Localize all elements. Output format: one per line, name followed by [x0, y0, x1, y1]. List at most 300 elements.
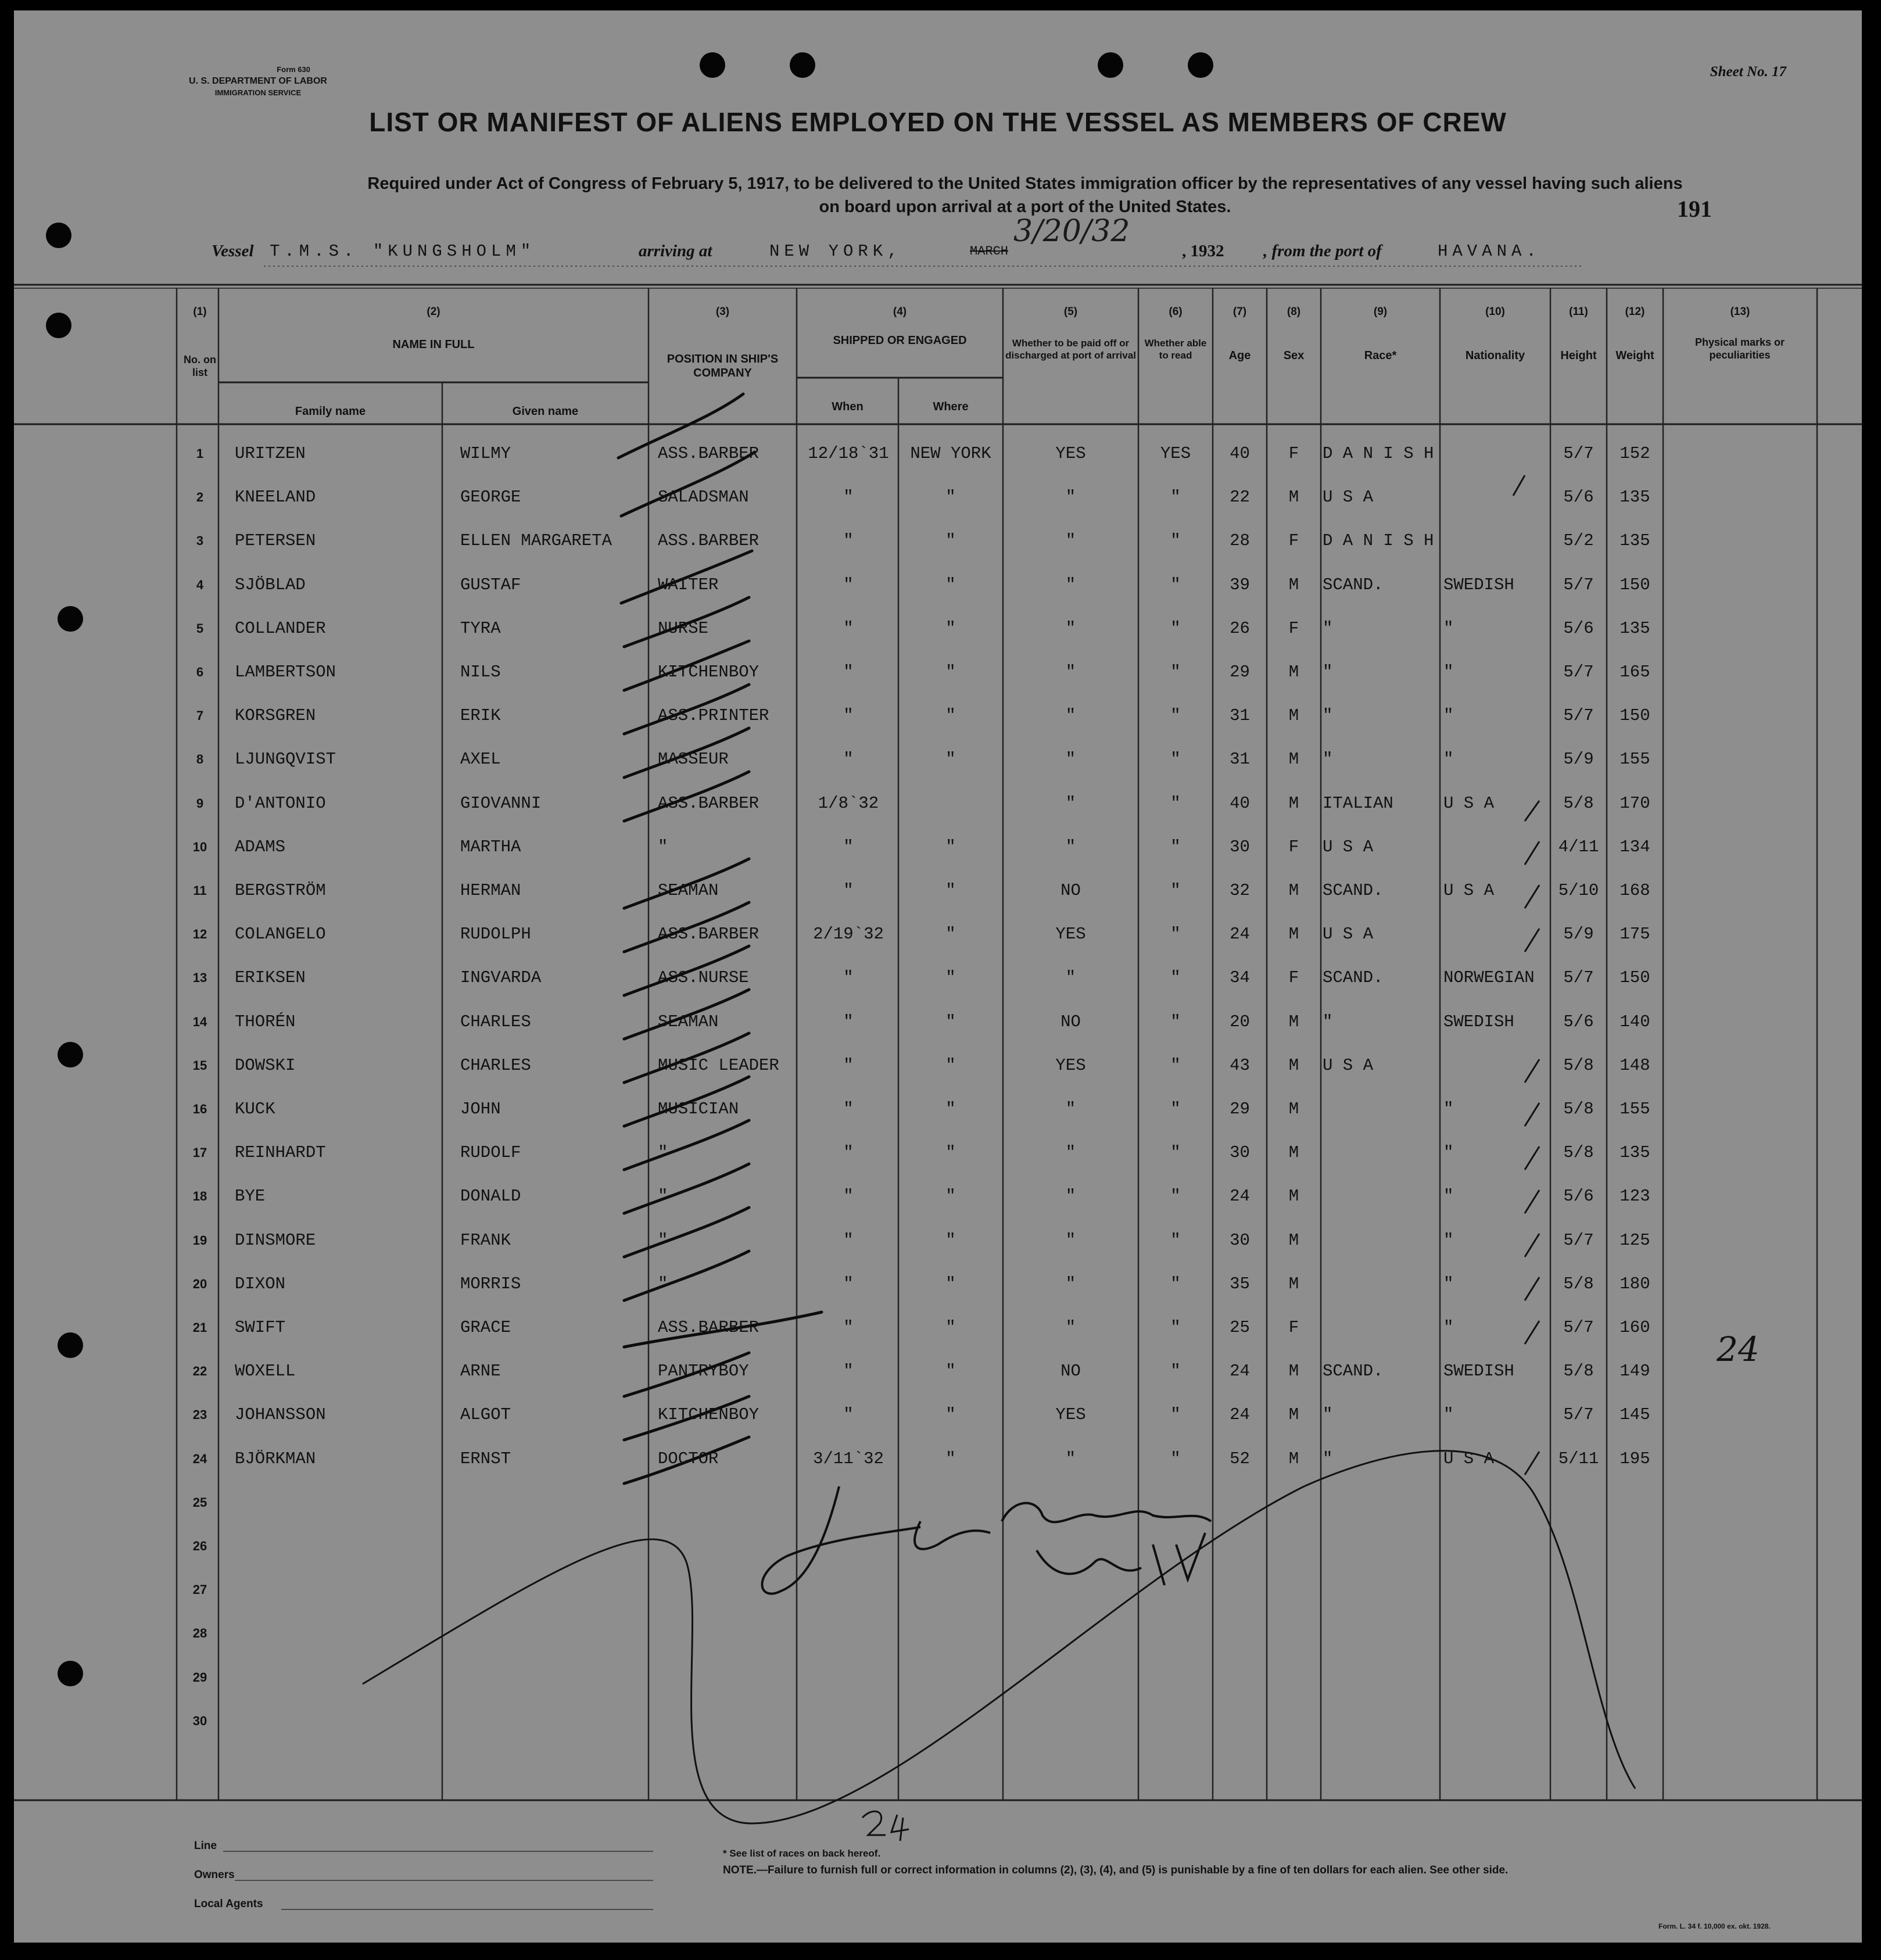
weight-cell: 123: [1620, 1187, 1650, 1206]
where-engaged-cell: NEW YORK: [910, 444, 991, 463]
position-cell: ": [658, 1274, 668, 1293]
nationality-cell: U S A: [1443, 1449, 1495, 1468]
nationality-cell: SWEDISH: [1443, 1361, 1514, 1381]
family-name-cell: ADAMS: [235, 837, 286, 857]
paid-off-cell: ": [1065, 1099, 1076, 1119]
paid-off-cell: YES: [1055, 925, 1086, 944]
sex-cell: M: [1288, 881, 1299, 900]
col2-family-label: Family name: [295, 405, 366, 418]
position-cell: ": [658, 1230, 668, 1250]
given-name-cell: ERIK: [460, 706, 501, 726]
family-name-cell: WOXELL: [235, 1361, 296, 1381]
row-number: 23: [192, 1407, 207, 1422]
position-cell: ": [658, 1143, 668, 1163]
height-cell: 5/7: [1563, 1230, 1594, 1250]
row-number: 3: [196, 533, 204, 549]
race-cell: ": [1323, 1012, 1333, 1031]
row-number: 16: [192, 1102, 207, 1116]
position-cell: WAITER: [658, 575, 719, 594]
given-name-cell: GIOVANNI: [460, 793, 542, 813]
race-cell: U S A: [1323, 925, 1374, 944]
handwritten-total: 24: [1717, 1330, 1760, 1369]
given-name-cell: INGVARDA: [460, 968, 542, 988]
paid-off-cell: NO: [1060, 881, 1081, 900]
where-engaged-cell: ": [945, 1361, 956, 1381]
race-cell: ": [1323, 1405, 1333, 1425]
weight-cell: 160: [1620, 1318, 1650, 1337]
weight-cell: 135: [1620, 531, 1650, 551]
weight-cell: 150: [1620, 575, 1650, 594]
position-cell: DOCTOR: [658, 1449, 719, 1468]
height-cell: 5/2: [1563, 531, 1594, 551]
where-engaged-cell: ": [945, 1405, 956, 1425]
when-engaged-cell: ": [843, 1230, 854, 1250]
age-cell: 26: [1230, 618, 1250, 638]
sex-cell: M: [1288, 1405, 1299, 1425]
nationality-cell: ": [1443, 618, 1454, 638]
nationality-cell: ": [1443, 1274, 1454, 1293]
sex-cell: M: [1288, 662, 1299, 682]
col1-label: No. on list: [184, 354, 216, 378]
when-engaged-cell: ": [843, 1405, 854, 1425]
col2-given-label: Given name: [512, 405, 579, 418]
able-to-read-cell: ": [1170, 1405, 1181, 1425]
when-engaged-cell: 3/11`32: [813, 1449, 884, 1468]
when-engaged-cell: ": [843, 662, 854, 682]
age-cell: 40: [1230, 793, 1250, 813]
paid-off-cell: ": [1065, 488, 1076, 507]
family-name-cell: KUCK: [235, 1099, 275, 1119]
able-to-read-cell: ": [1170, 1055, 1181, 1075]
row-number: 6: [196, 665, 204, 679]
given-name-cell: ERNST: [460, 1449, 511, 1468]
family-name-cell: COLLANDER: [235, 618, 326, 638]
height-cell: 5/8: [1563, 1055, 1594, 1075]
paid-off-cell: ": [1065, 1143, 1076, 1163]
height-cell: 5/7: [1563, 706, 1594, 726]
age-cell: 34: [1230, 968, 1250, 988]
able-to-read-cell: ": [1170, 575, 1181, 594]
paid-off-cell: YES: [1055, 1055, 1086, 1075]
col13-number: (13): [1730, 306, 1750, 318]
family-name-cell: COLANGELO: [235, 925, 326, 944]
col3-label: POSITION IN SHIP'S COMPANY: [667, 353, 779, 379]
age-cell: 24: [1230, 925, 1250, 944]
col2-number: (2): [427, 306, 440, 318]
nationality-cell: ": [1443, 1405, 1454, 1425]
position-cell: SALADSMAN: [658, 488, 749, 507]
given-name-cell: ARNE: [460, 1361, 501, 1381]
nationality-cell: ": [1443, 1187, 1454, 1206]
family-name-cell: DINSMORE: [235, 1230, 316, 1250]
family-name-cell: BJÖRKMAN: [235, 1449, 316, 1468]
height-cell: 5/7: [1563, 575, 1594, 594]
given-name-cell: WILMY: [460, 444, 511, 463]
race-cell: U S A: [1323, 1055, 1374, 1075]
able-to-read-cell: ": [1170, 750, 1181, 769]
sex-cell: M: [1288, 1274, 1299, 1293]
when-engaged-cell: ": [843, 488, 854, 507]
position-cell: MUSIC LEADER: [658, 1055, 779, 1075]
able-to-read-cell: ": [1170, 488, 1181, 507]
where-engaged-cell: ": [945, 1274, 956, 1293]
col13-label: Physical marks or peculiarities: [1694, 336, 1785, 361]
where-engaged-cell: ": [945, 706, 956, 726]
given-name-cell: RUDOLPH: [460, 925, 531, 944]
when-engaged-cell: ": [843, 575, 854, 594]
race-cell: U S A: [1323, 488, 1374, 507]
age-cell: 39: [1230, 575, 1250, 594]
nationality-cell: U S A: [1443, 881, 1495, 900]
sex-cell: M: [1288, 1099, 1299, 1119]
empty-row-number: 27: [192, 1582, 207, 1597]
able-to-read-cell: ": [1170, 1143, 1181, 1163]
given-name-cell: CHARLES: [460, 1055, 531, 1075]
where-engaged-cell: ": [945, 1230, 956, 1250]
race-cell: D A N I S H: [1323, 531, 1434, 551]
position-cell: ASS.BARBER: [658, 444, 759, 463]
able-to-read-cell: ": [1170, 837, 1181, 857]
family-name-cell: URITZEN: [235, 444, 306, 463]
given-name-cell: HERMAN: [460, 881, 521, 900]
family-name-cell: REINHARDT: [235, 1143, 326, 1163]
given-name-cell: DONALD: [460, 1187, 521, 1206]
col10-label: Nationality: [1465, 349, 1525, 362]
nationality-cell: U S A: [1443, 793, 1495, 813]
where-engaged-cell: ": [945, 531, 956, 551]
race-cell: SCAND.: [1323, 1361, 1384, 1381]
where-engaged-cell: ": [945, 1099, 956, 1119]
where-engaged-cell: ": [945, 750, 956, 769]
col4-when-label: When: [832, 400, 864, 413]
paid-off-cell: YES: [1055, 1405, 1086, 1425]
when-engaged-cell: ": [843, 531, 854, 551]
col1-number: (1): [193, 306, 207, 318]
given-name-cell: NILS: [460, 662, 501, 682]
given-name-cell: FRANK: [460, 1230, 511, 1250]
height-cell: 5/6: [1563, 1187, 1594, 1206]
height-cell: 5/8: [1563, 1361, 1594, 1381]
able-to-read-cell: ": [1170, 1318, 1181, 1337]
sex-cell: M: [1288, 925, 1299, 944]
age-cell: 40: [1230, 444, 1250, 463]
row-number: 14: [192, 1014, 207, 1029]
footer-owners-label: Owners: [194, 1869, 235, 1881]
position-cell: SEAMAN: [658, 1012, 719, 1031]
row-number: 10: [192, 839, 207, 854]
empty-row-number: 26: [192, 1539, 207, 1553]
footer-races-note: * See list of races on back hereof.: [723, 1848, 881, 1859]
given-name-cell: CHARLES: [460, 1012, 531, 1031]
col2-label: NAME IN FULL: [392, 338, 475, 351]
position-cell: MASSEUR: [658, 750, 729, 769]
age-cell: 31: [1230, 706, 1250, 726]
given-name-cell: TYRA: [460, 618, 501, 638]
sex-cell: M: [1288, 706, 1299, 726]
race-cell: SCAND.: [1323, 968, 1384, 988]
family-name-cell: DOWSKI: [235, 1055, 296, 1075]
family-name-cell: JOHANSSON: [235, 1405, 326, 1425]
year: , 1932: [1182, 242, 1224, 260]
row-number: 9: [196, 796, 204, 811]
given-name-cell: MARTHA: [460, 837, 521, 857]
sex-cell: F: [1288, 968, 1299, 988]
where-engaged-cell: ": [945, 618, 956, 638]
weight-cell: 150: [1620, 706, 1650, 726]
able-to-read-cell: YES: [1160, 444, 1191, 463]
height-cell: 5/7: [1563, 1318, 1594, 1337]
weight-cell: 155: [1620, 750, 1650, 769]
paid-off-cell: ": [1065, 837, 1076, 857]
col10-number: (10): [1485, 306, 1505, 318]
empty-row-number: 25: [192, 1495, 207, 1510]
position-cell: ASS.NURSE: [658, 968, 749, 988]
page-number: 191: [1677, 196, 1712, 222]
sheet-number: Sheet No. 17: [1710, 64, 1786, 80]
height-cell: 5/10: [1558, 881, 1599, 900]
age-cell: 43: [1230, 1055, 1250, 1075]
form-number: Form 630: [277, 65, 310, 74]
department-name: U. S. DEPARTMENT OF LABOR: [189, 76, 327, 86]
age-cell: 30: [1230, 837, 1250, 857]
family-name-cell: BYE: [235, 1187, 266, 1206]
where-engaged-cell: ": [945, 1318, 956, 1337]
paid-off-cell: ": [1065, 1318, 1076, 1337]
sex-cell: M: [1288, 1449, 1299, 1468]
sex-cell: M: [1288, 1143, 1299, 1163]
nationality-cell: SWEDISH: [1443, 575, 1514, 594]
when-engaged-cell: ": [843, 881, 854, 900]
able-to-read-cell: ": [1170, 1361, 1181, 1381]
row-number: 11: [193, 883, 207, 898]
sex-cell: F: [1288, 837, 1299, 857]
sex-cell: M: [1288, 1230, 1299, 1250]
struck-date: MARCH: [970, 244, 1009, 259]
position-cell: MUSICIAN: [658, 1099, 739, 1119]
sex-cell: M: [1288, 793, 1299, 813]
paid-off-cell: ": [1065, 968, 1076, 988]
position-cell: PANTRYBOY: [658, 1361, 749, 1381]
age-cell: 31: [1230, 750, 1250, 769]
given-name-cell: ELLEN MARGARETA: [460, 531, 612, 551]
col5-number: (5): [1063, 306, 1078, 318]
weight-cell: 155: [1620, 1099, 1650, 1119]
service-name: IMMIGRATION SERVICE: [214, 88, 302, 97]
height-cell: 5/8: [1563, 1274, 1594, 1293]
family-name-cell: LJUNGQVIST: [235, 750, 336, 769]
when-engaged-cell: ": [843, 837, 854, 857]
col11-label: Height: [1560, 349, 1597, 362]
footer-print-line: Form. L. 34 f. 10,000 ex. okt. 1928.: [1658, 1922, 1771, 1930]
weight-cell: 175: [1620, 925, 1650, 944]
age-cell: 35: [1230, 1274, 1250, 1293]
arriving-label: arriving at: [639, 242, 712, 260]
vessel-name: T.M.S. "KUNGSHOLM": [270, 242, 536, 261]
height-cell: 5/6: [1563, 488, 1594, 507]
sex-cell: M: [1288, 750, 1299, 769]
col6-number: (6): [1169, 306, 1183, 318]
paid-off-cell: NO: [1060, 1361, 1081, 1381]
race-cell: ITALIAN: [1323, 793, 1393, 813]
row-number: 18: [192, 1189, 207, 1204]
age-cell: 24: [1230, 1405, 1250, 1425]
col3-number: (3): [715, 306, 730, 318]
where-engaged-cell: ": [945, 1187, 956, 1206]
able-to-read-cell: ": [1170, 1274, 1181, 1293]
able-to-read-cell: ": [1170, 1099, 1181, 1119]
given-name-cell: RUDOLF: [460, 1143, 521, 1163]
row-number: 12: [192, 927, 207, 942]
when-engaged-cell: 12/18`31: [808, 444, 889, 463]
paid-off-cell: ": [1065, 531, 1076, 551]
when-engaged-cell: ": [843, 1012, 854, 1031]
weight-cell: 125: [1620, 1230, 1650, 1250]
where-engaged-cell: ": [945, 1055, 956, 1075]
nationality-cell: ": [1443, 1230, 1454, 1250]
row-number: 4: [196, 577, 204, 592]
col9-label: Race*: [1364, 349, 1397, 362]
col9-number: (9): [1373, 306, 1388, 318]
given-name-cell: ALGOT: [460, 1405, 511, 1425]
race-cell: U S A: [1323, 837, 1374, 857]
row-number: 7: [196, 708, 204, 723]
family-name-cell: KNEELAND: [235, 488, 316, 507]
weight-cell: 135: [1620, 618, 1650, 638]
arriving-port: NEW YORK,: [769, 242, 902, 261]
age-cell: 30: [1230, 1143, 1250, 1163]
weight-cell: 195: [1620, 1449, 1650, 1468]
col4-where-label: Where: [933, 400, 969, 413]
height-cell: 4/11: [1558, 837, 1599, 857]
height-cell: 5/8: [1563, 1143, 1594, 1163]
where-engaged-cell: ": [945, 488, 956, 507]
paid-off-cell: ": [1065, 662, 1076, 682]
given-name-cell: MORRIS: [460, 1274, 521, 1293]
able-to-read-cell: ": [1170, 968, 1181, 988]
sex-cell: M: [1288, 1055, 1299, 1075]
able-to-read-cell: ": [1170, 1230, 1181, 1250]
footer-penalty-note: NOTE.—Failure to furnish full or correct information in columns (2), (3), (4), and (5) is punishable by a fine of ten dollars for each alien. See other side.: [723, 1864, 1509, 1876]
paid-off-cell: ": [1065, 706, 1076, 726]
given-name-cell: AXEL: [460, 750, 501, 769]
family-name-cell: DIXON: [235, 1274, 286, 1293]
family-name-cell: BERGSTRÖM: [235, 881, 326, 900]
weight-cell: 180: [1620, 1274, 1650, 1293]
when-engaged-cell: 1/8`32: [818, 793, 879, 813]
family-name-cell: D'ANTONIO: [235, 793, 326, 813]
position-cell: KITCHENBOY: [658, 662, 759, 682]
paid-off-cell: ": [1065, 1230, 1076, 1250]
given-name-cell: GRACE: [460, 1318, 511, 1337]
race-cell: ": [1323, 706, 1333, 726]
age-cell: 25: [1230, 1318, 1250, 1337]
family-name-cell: LAMBERTSON: [235, 662, 336, 682]
where-engaged-cell: ": [945, 837, 956, 857]
weight-cell: 135: [1620, 1143, 1650, 1163]
footer-agents-label: Local Agents: [194, 1898, 263, 1910]
col5-label: Whether to be paid off or discharged at port of arrival: [1005, 338, 1136, 361]
race-cell: SCAND.: [1323, 881, 1384, 900]
race-cell: D A N I S H: [1323, 444, 1434, 463]
row-number: 21: [192, 1320, 207, 1335]
sex-cell: F: [1288, 531, 1299, 551]
age-cell: 24: [1230, 1187, 1250, 1206]
age-cell: 20: [1230, 1012, 1250, 1031]
height-cell: 5/7: [1563, 662, 1594, 682]
row-number: 13: [192, 970, 207, 986]
sex-cell: F: [1288, 1318, 1299, 1337]
family-name-cell: THORÉN: [235, 1012, 296, 1031]
able-to-read-cell: ": [1170, 662, 1181, 682]
race-cell: ": [1323, 750, 1333, 769]
age-cell: 52: [1230, 1449, 1250, 1468]
height-cell: 5/6: [1563, 1012, 1594, 1031]
nationality-cell: NORWEGIAN: [1443, 968, 1535, 988]
subtitle-line-1: Required under Act of Congress of February 5, 1917, to be delivered to the United States immigration officer by the representatives of any vessel having such aliens: [367, 174, 1683, 193]
empty-row-number: 29: [192, 1669, 207, 1685]
paid-off-cell: ": [1065, 1187, 1076, 1206]
nationality-cell: ": [1443, 1318, 1454, 1337]
subtitle-line-2: on board upon arrival at a port of the United States.: [819, 198, 1231, 216]
row-number: 24: [192, 1451, 207, 1466]
when-engaged-cell: ": [843, 1318, 854, 1337]
race-cell: SCAND.: [1323, 575, 1384, 594]
position-cell: NURSE: [658, 618, 709, 638]
sex-cell: F: [1288, 618, 1299, 638]
age-cell: 22: [1230, 488, 1250, 507]
family-name-cell: PETERSEN: [235, 531, 316, 551]
able-to-read-cell: ": [1170, 881, 1181, 900]
able-to-read-cell: ": [1170, 1187, 1181, 1206]
paid-off-cell: ": [1065, 793, 1076, 813]
where-engaged-cell: ": [945, 1449, 956, 1468]
where-engaged-cell: ": [945, 968, 956, 988]
sex-cell: F: [1288, 444, 1299, 463]
nationality-cell: ": [1443, 1099, 1454, 1119]
row-number: 8: [196, 752, 204, 767]
height-cell: 5/7: [1563, 1405, 1594, 1425]
position-cell: ASS.BARBER: [658, 1318, 759, 1337]
able-to-read-cell: ": [1170, 706, 1181, 726]
nationality-cell: ": [1443, 750, 1454, 769]
height-cell: 5/9: [1563, 750, 1594, 769]
position-cell: ASS.BARBER: [658, 925, 759, 944]
when-engaged-cell: ": [843, 968, 854, 988]
weight-cell: 148: [1620, 1055, 1650, 1075]
from-port: HAVANA.: [1438, 242, 1541, 261]
position-cell: ASS.PRINTER: [658, 706, 769, 726]
given-name-cell: GUSTAF: [460, 575, 521, 594]
able-to-read-cell: ": [1170, 531, 1181, 551]
nationality-cell: ": [1443, 1143, 1454, 1163]
age-cell: 28: [1230, 531, 1250, 551]
family-name-cell: ERIKSEN: [235, 968, 306, 988]
where-engaged-cell: ": [945, 575, 956, 594]
where-engaged-cell: ": [945, 662, 956, 682]
paid-off-cell: YES: [1055, 444, 1086, 463]
when-engaged-cell: ": [843, 1055, 854, 1075]
weight-cell: 135: [1620, 488, 1650, 507]
when-engaged-cell: ": [843, 1099, 854, 1119]
paid-off-cell: ": [1065, 1449, 1076, 1468]
col12-label: Weight: [1615, 349, 1654, 362]
family-name-cell: KORSGREN: [235, 706, 316, 726]
height-cell: 5/9: [1563, 925, 1594, 944]
able-to-read-cell: ": [1170, 1449, 1181, 1468]
race-cell: ": [1323, 1449, 1333, 1468]
weight-cell: 149: [1620, 1361, 1650, 1381]
given-name-cell: JOHN: [460, 1099, 501, 1119]
